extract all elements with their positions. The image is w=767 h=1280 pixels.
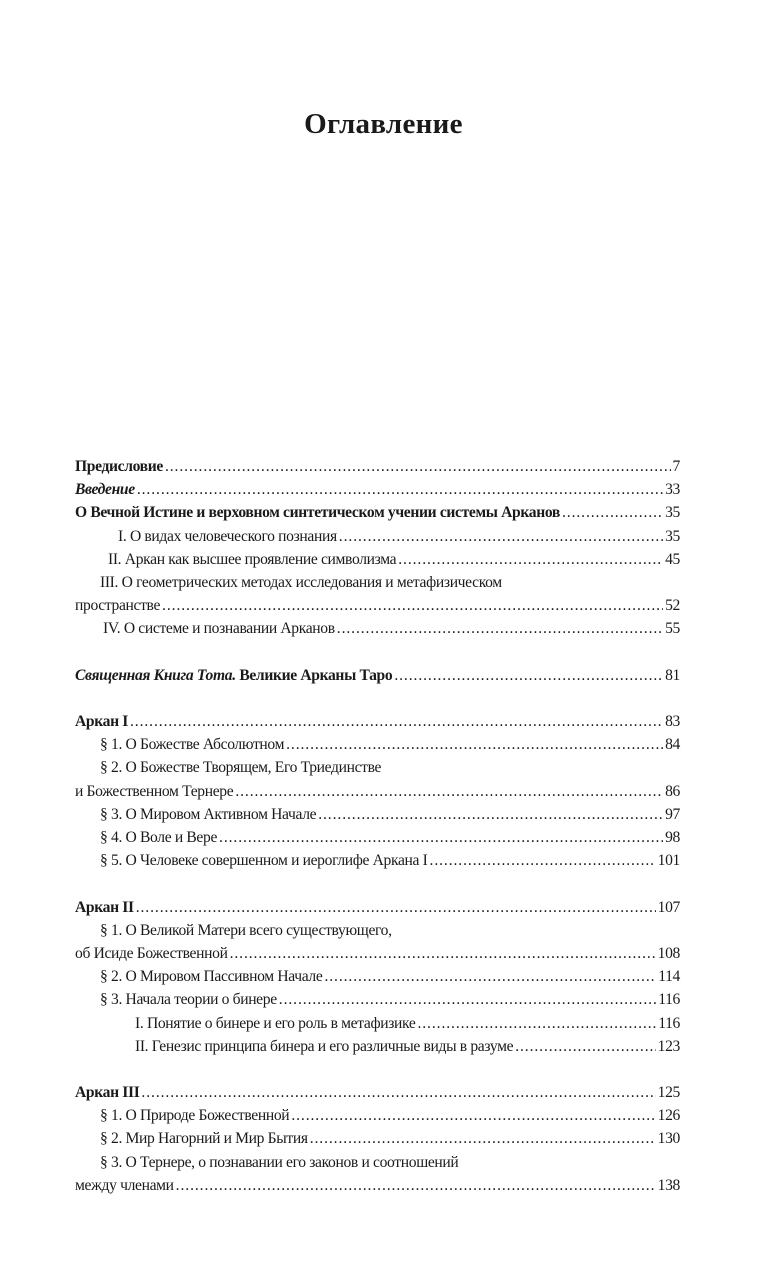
entry-label: § 3. О Мировом Активном Начале	[100, 805, 317, 823]
dot-leader	[398, 548, 663, 571]
entry-label-cont: об Исиде Божественной	[75, 944, 228, 962]
dot-leader	[562, 501, 663, 524]
dot-leader	[165, 455, 671, 478]
dot-leader	[394, 664, 663, 687]
dot-leader	[230, 942, 656, 965]
dot-leader	[176, 1174, 656, 1197]
entry-label: § 3. Начала теории о бинере	[100, 991, 277, 1009]
entry-label: § 2. О Божестве Творящем, Его Триединстве	[100, 759, 382, 777]
entry-page: 116	[658, 991, 680, 1009]
entry-label: II. Генезис принципа бинера и его различные виды в разуме	[135, 1037, 514, 1055]
entry-label: § 3. О Тернере, о познавании его законов и соотношений	[100, 1153, 459, 1171]
dot-leader	[162, 594, 663, 617]
toc-entry[interactable]	[75, 1127, 680, 1150]
entry-label-italic: Священная Книга Тота.	[75, 666, 236, 684]
dot-leader	[310, 1127, 656, 1150]
table-of-contents	[75, 455, 680, 1197]
entry-page: 98	[665, 829, 680, 846]
toc-entry[interactable]	[75, 525, 680, 548]
entry-page: 138	[657, 1176, 680, 1194]
entry-page: 33	[665, 481, 680, 499]
entry-label: Введение	[75, 481, 135, 499]
toc-entry[interactable]	[75, 733, 680, 756]
dot-leader	[318, 803, 663, 826]
entry-page: 114	[658, 968, 680, 986]
dot-leader	[337, 617, 663, 640]
entry-label: Аркан I	[75, 713, 128, 731]
toc-entry[interactable]	[75, 664, 680, 687]
toc-entry[interactable]	[75, 1035, 680, 1058]
dot-leader	[417, 1012, 656, 1035]
entry-page: 125	[657, 1084, 680, 1102]
entry-label-cont: и Божественном Тернере	[75, 782, 234, 800]
dot-leader	[430, 849, 656, 872]
entry-label: О Вечной Истине и верховном синтетическом учении системы Арканов	[75, 504, 560, 522]
entry-label: Аркан III	[75, 1084, 140, 1102]
entry-page: 45	[665, 550, 680, 568]
entry-page: 81	[665, 666, 680, 684]
toc-entry[interactable]	[75, 617, 680, 640]
toc-entry[interactable]	[75, 548, 680, 571]
toc-entry[interactable]	[75, 1012, 680, 1035]
dot-leader	[130, 710, 663, 733]
toc-entry[interactable]	[75, 849, 680, 872]
entry-label: § 5. О Человеке совершенном и иероглифе Аркана I	[100, 852, 428, 870]
toc-entry[interactable]	[75, 1104, 680, 1127]
dot-leader	[136, 896, 656, 919]
entry-label: § 1. О Природе Божественной	[100, 1107, 290, 1125]
dot-leader	[141, 1081, 655, 1104]
toc-entry[interactable]	[75, 571, 680, 594]
toc-entry[interactable]	[75, 478, 680, 501]
dot-leader	[324, 965, 656, 988]
dot-leader	[279, 988, 656, 1011]
toc-entry[interactable]	[75, 1081, 680, 1104]
toc-entry-continuation[interactable]	[75, 594, 680, 617]
entry-label: I. Понятие о бинере и его роль в метафизике	[135, 1014, 416, 1032]
entry-page: 84	[665, 736, 680, 754]
entry-label: II. Аркан как высшее проявление символизма	[108, 550, 397, 568]
entry-page: 123	[657, 1037, 680, 1055]
entry-label: § 2. Мир Нагорний и Мир Бытия	[100, 1130, 308, 1148]
toc-entry[interactable]	[75, 1151, 680, 1174]
entry-page: 108	[657, 944, 680, 962]
entry-page: 83	[665, 713, 680, 731]
entry-page: 116	[658, 1014, 680, 1032]
entry-label-cont: пространстве	[75, 597, 161, 615]
entry-label-cont: между членами	[75, 1176, 174, 1194]
entry-page: 101	[657, 852, 680, 870]
entry-page: 35	[665, 504, 680, 522]
entry-page: 126	[657, 1107, 680, 1125]
dot-leader	[291, 1104, 655, 1127]
entry-label: I. О видах человеческого познания	[118, 527, 337, 545]
toc-entry-continuation[interactable]	[75, 1174, 680, 1197]
page-title: Оглавление	[304, 108, 463, 140]
entry-page: 52	[665, 597, 680, 615]
dot-leader	[515, 1035, 655, 1058]
toc-entry-continuation[interactable]	[75, 942, 680, 965]
entry-label: III. О геометрических методах исследования и метафизическом	[100, 573, 502, 591]
entry-label: § 1. О Великой Матери всего существующего,	[100, 921, 392, 939]
entry-label: § 1. О Божестве Абсолютном	[100, 736, 285, 754]
toc-entry[interactable]	[75, 919, 680, 942]
toc-entry[interactable]	[75, 988, 680, 1011]
entry-label: § 4. О Воле и Вере	[100, 829, 218, 846]
entry-label-bold: Великие Арканы Таро	[239, 666, 393, 684]
toc-entry[interactable]	[75, 965, 680, 988]
entry-page: 107	[657, 898, 680, 916]
toc-entry[interactable]	[75, 455, 680, 478]
entry-label: IV. О системе и познавании Арканов	[103, 620, 335, 638]
toc-entry-continuation[interactable]	[75, 780, 680, 803]
entry-page: 35	[665, 527, 680, 545]
dot-leader	[286, 733, 663, 756]
toc-entry[interactable]	[75, 710, 680, 733]
toc-entry[interactable]	[75, 501, 680, 524]
entry-page: 130	[657, 1130, 680, 1148]
dot-leader	[137, 478, 663, 501]
entry-page: 7	[672, 458, 680, 475]
entry-label: Предисловие	[75, 458, 163, 475]
entry-page: 55	[665, 620, 680, 638]
toc-entry[interactable]	[75, 896, 680, 919]
dot-leader	[235, 780, 663, 803]
toc-entry[interactable]	[75, 756, 680, 779]
toc-entry[interactable]	[75, 803, 680, 826]
entry-label: Аркан II	[75, 898, 134, 916]
entry-page: 97	[665, 805, 680, 823]
toc-entry[interactable]	[75, 826, 680, 849]
dot-leader	[339, 525, 663, 548]
dot-leader	[219, 826, 663, 849]
entry-page: 86	[665, 782, 680, 800]
entry-label: § 2. О Мировом Пассивном Начале	[100, 968, 323, 986]
